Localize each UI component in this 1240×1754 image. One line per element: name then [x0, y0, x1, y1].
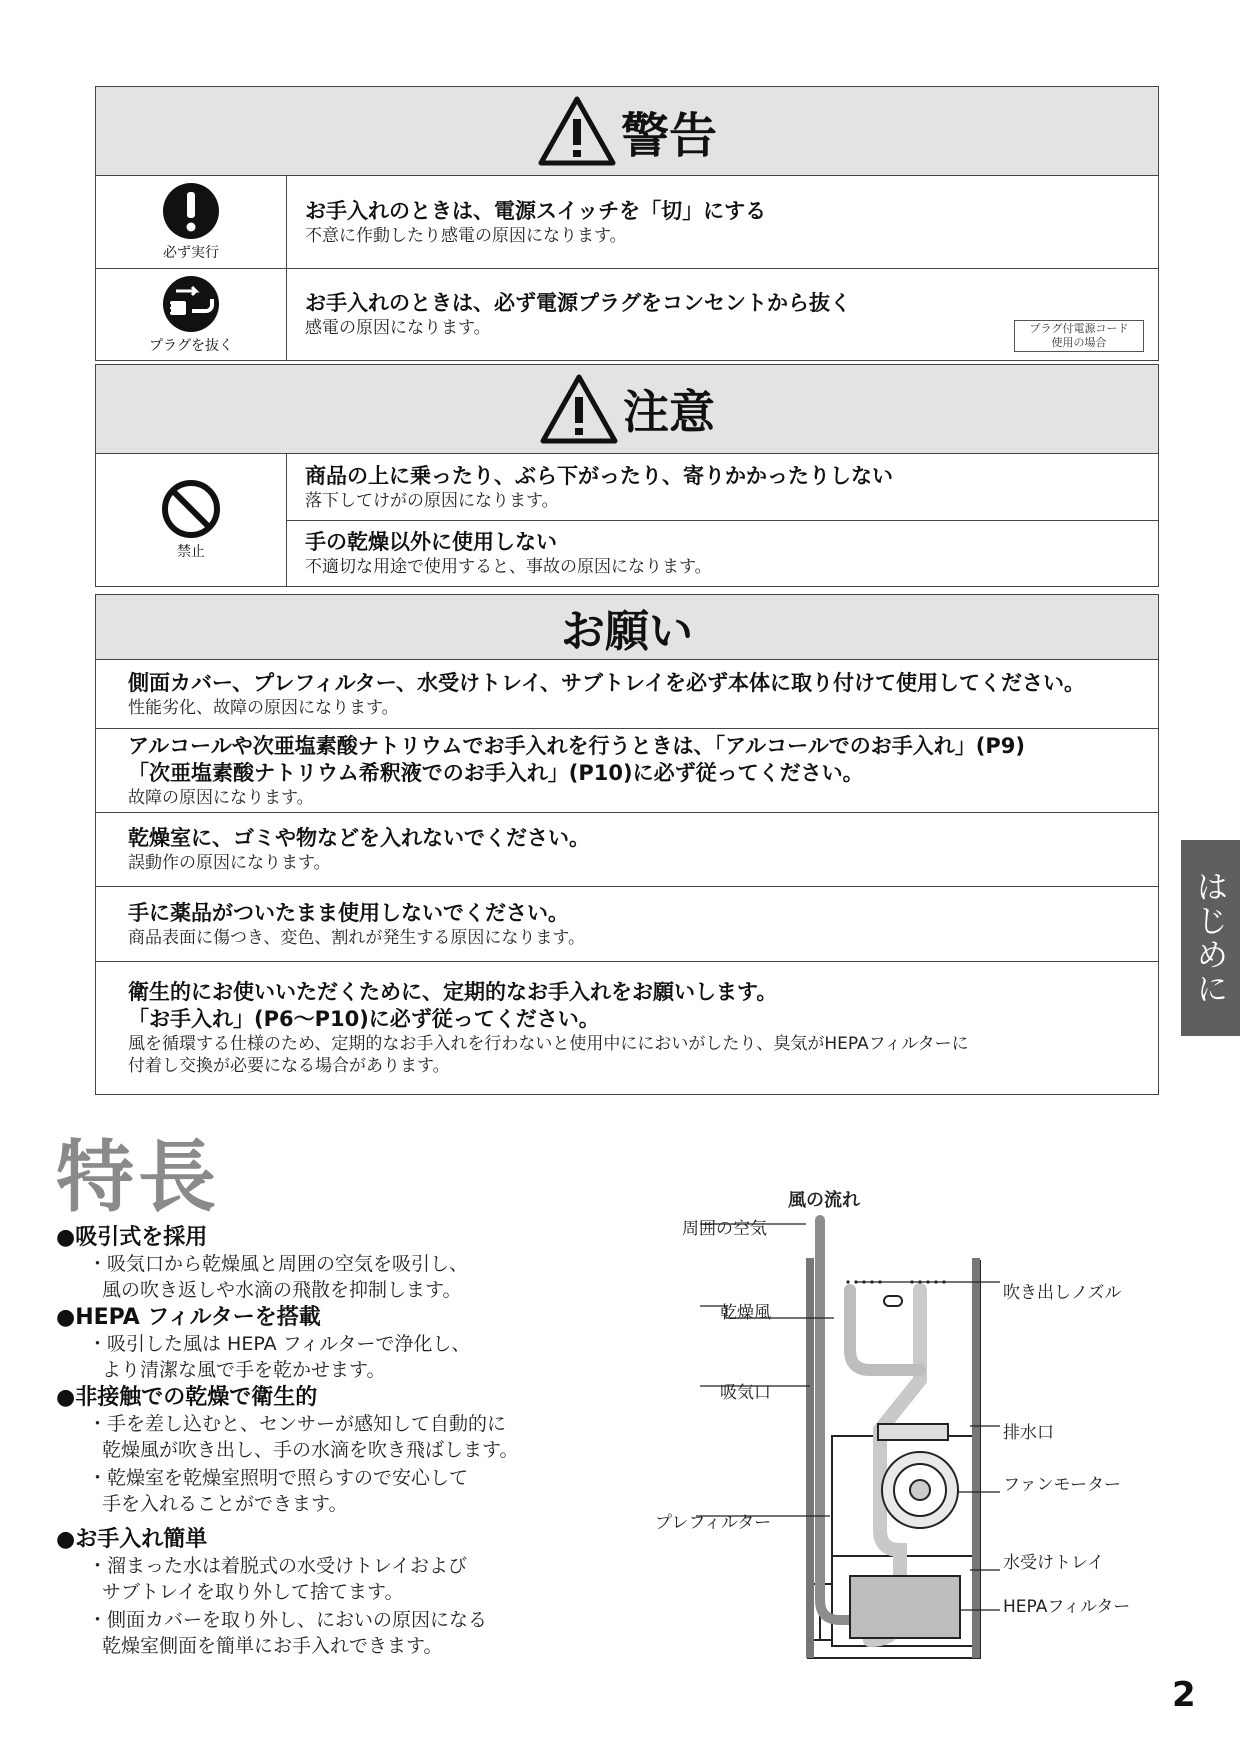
feature-item: ●HEPA フィルターを搭載 ・吸引した風は HEPA フィルターで浄化し、 より清潔な風で手を乾かせます。: [56, 1305, 471, 1381]
request-title: お願い: [561, 606, 693, 657]
label-prefilter: プレフィルター: [655, 1513, 772, 1533]
label-hepa: HEPAフィルター: [1003, 1597, 1131, 1617]
request-row: アルコールや次亜塩素酸ナトリウムでお手入れを行うときは、「アルコールでのお手入れ」(P9) 「次亜塩素酸ナトリウム希釈液でのお手入れ」(P10)に必ず従ってください。 故障の原因になります。: [96, 729, 1158, 813]
section-tab: はじめに: [1181, 840, 1240, 1036]
label-fan: ファンモーター: [1003, 1475, 1121, 1495]
caution-header: [96, 365, 1158, 454]
feature-item: ●お手入れ簡単 ・溜まった水は着脱式の水受けトレイおよび サブトレイを取り外して捨てます。 ・側面カバーを取り外し、においの原因になる 乾燥室側面を簡単にお手入れできます。: [56, 1527, 488, 1657]
airflow-diagram: [620, 1200, 1040, 1660]
icon-label: 必ず実行: [163, 245, 219, 261]
icon-label: プラグを抜く: [149, 337, 233, 354]
request-row: 手に薬品がついたまま使用しないでください。 商品表面に傷つき、変色、割れが発生する原因になります。: [96, 887, 1158, 962]
row-desc: 落下してけがの原因になります。: [305, 490, 559, 511]
row-title: 手の乾燥以外に使用しない: [305, 530, 557, 554]
request-header: [96, 595, 1158, 660]
warning-title: 警告: [620, 107, 717, 164]
prohibited-icon: [161, 479, 221, 539]
feature-item: ●吸引式を採用 ・吸気口から乾燥風と周囲の空気を吸引し、 風の吹き返しや水滴の飛散を抑制します。: [56, 1225, 469, 1301]
label-dry-air: 乾燥風: [720, 1303, 771, 1323]
label-tray: 水受けトレイ: [1003, 1553, 1105, 1573]
label-nozzle: 吹き出しノズル: [1003, 1283, 1122, 1303]
feature-item: ●非接触での乾燥で衛生的 ・手を差し込むと、センサーが感知して自動的に 乾燥風が吹き出し、手の水滴を吹き飛ばします。 ・乾燥室を乾燥室照明で照らすので安心して 手を入れることができます。: [56, 1385, 519, 1515]
request-box: [95, 594, 1159, 1095]
row-desc: 不意に作動したり感電の原因になります。: [305, 225, 627, 246]
warning-row: [96, 269, 1158, 360]
row-desc: 感電の原因になります。: [305, 318, 491, 338]
row-title: お手入れのときは、電源スイッチを「切」にする: [305, 198, 767, 223]
label-intake: 吸気口: [720, 1383, 771, 1403]
warning-header: [96, 87, 1158, 176]
hepa-filter: [850, 1576, 960, 1638]
request-row: 側面カバー、プレフィルター、水受けトレイ、サブトレイを必ず本体に取り付けて使用してください。 性能劣化、故障の原因になります。: [96, 660, 1158, 729]
warning-triangle-icon: [539, 373, 619, 445]
airflow-arrow: [820, 1220, 870, 1620]
features-title: 特長: [56, 1133, 221, 1223]
caution-row: [287, 521, 1158, 586]
row-desc: 不適切な用途で使用すると、事故の原因になります。: [305, 557, 712, 577]
caution-box: [95, 364, 1159, 587]
warning-triangle-icon: [537, 95, 617, 167]
label-drain: 排水口: [1003, 1423, 1054, 1443]
exclamation-circle-icon: [162, 182, 220, 240]
warning-row: [96, 176, 1158, 269]
row-title: お手入れのときは、必ず電源プラグをコンセントから抜く: [305, 291, 851, 315]
unplug-icon: [162, 275, 220, 333]
warning-box: [95, 86, 1159, 361]
caution-title: 注意: [623, 385, 715, 439]
diagram-title: 風の流れ: [788, 1190, 860, 1211]
row-title: 商品の上に乗ったり、ぶら下がったり、寄りかかったりしない: [305, 463, 893, 488]
page-number: 2: [1172, 1675, 1196, 1715]
request-row: 乾燥室に、ゴミや物などを入れないでください。 誤動作の原因になります。: [96, 813, 1158, 887]
fan-motor: [878, 1424, 958, 1528]
label-ambient: 周囲の空気: [682, 1219, 767, 1239]
plug-cord-note: プラグ付電源コード 使用の場合: [1014, 320, 1144, 352]
icon-label: 禁止: [177, 544, 205, 560]
caution-row: [287, 454, 1158, 521]
request-row: 衛生的にお使いいただくために、定期的なお手入れをお願いします。 「お手入れ」(P6〜P10)に必ず従ってください。 風を循環する仕様のため、定期的なお手入れを行わないと使用中ににおいがしたり、臭気がHEPAフィルターに 付着し交換が必要になる場合があります。: [128, 980, 969, 1076]
